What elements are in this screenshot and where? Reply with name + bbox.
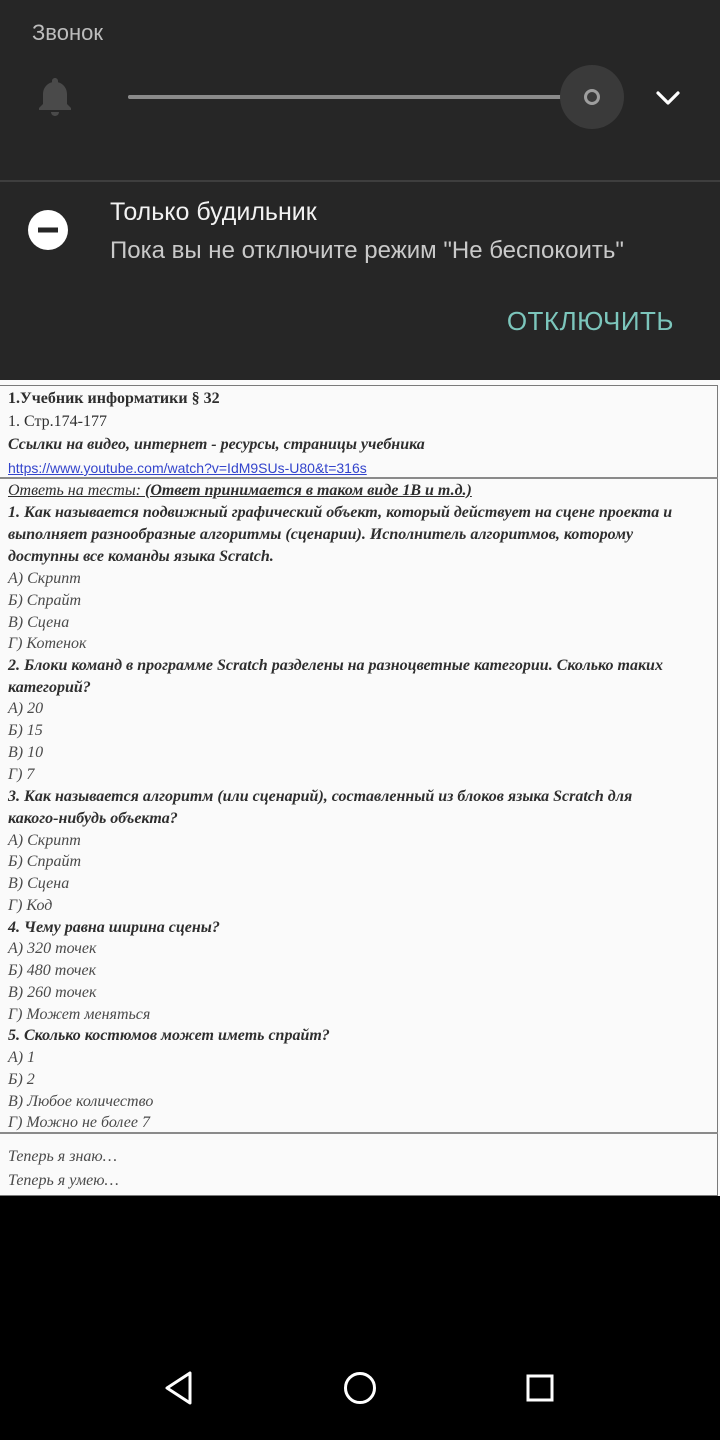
doc-pages: 1. Стр.174-177 <box>8 413 107 430</box>
doc-answer-option: Г) 7 <box>8 766 35 783</box>
doc-answer-option: Б) 15 <box>8 722 43 739</box>
doc-answer-option: Б) 480 точек <box>8 962 97 979</box>
doc-answer-option: В) Любое количество <box>8 1093 154 1110</box>
volume-slider-thumb[interactable] <box>584 89 600 105</box>
doc-answer-option: А) 20 <box>8 700 44 717</box>
navigation-bar <box>0 1196 720 1440</box>
doc-question: доступны все команды языка Scratch. <box>8 548 274 565</box>
home-icon[interactable] <box>336 1364 384 1412</box>
do-not-disturb-panel <box>0 182 720 380</box>
doc-answer-option: В) 260 точек <box>8 984 97 1001</box>
dnd-subtitle: Пока вы не отключите режим "Не беспокоить" <box>110 237 624 264</box>
doc-answer-option: Б) Спрайт <box>8 853 81 870</box>
chevron-down-icon[interactable] <box>652 84 684 112</box>
doc-question: 5. Сколько костюмов может иметь спрайт? <box>8 1027 330 1044</box>
doc-heading: 1.Учебник информатики § 32 <box>8 390 220 407</box>
volume-slider-fill <box>128 95 592 99</box>
do-not-disturb-icon <box>28 210 68 250</box>
doc-answer-option: А) Скрипт <box>8 570 81 587</box>
doc-question: 4. Чему равна ширина сцены? <box>8 919 220 936</box>
volume-stream-title: Звонок <box>32 20 103 45</box>
doc-answer-prompt-a: Ответь на тесты: <box>8 482 141 499</box>
doc-answer-option: Г) Котенок <box>8 635 87 652</box>
doc-question: категорий? <box>8 679 91 696</box>
doc-answer-option: Г) Код <box>8 897 53 914</box>
doc-question: 3. Как называется алгоритм (или сценарий), составленный из блоков языка Scratch для <box>8 788 633 805</box>
doc-answer-option: А) 320 точек <box>8 940 97 957</box>
doc-footer-know: Теперь я знаю… <box>8 1148 117 1165</box>
doc-answer-option: В) Сцена <box>8 875 70 892</box>
doc-video-link[interactable]: https://www.youtube.com/watch?v=IdM9SUs-U80&t=316s <box>8 460 367 476</box>
document-image <box>0 380 720 1196</box>
back-icon[interactable] <box>156 1364 204 1412</box>
bell-icon[interactable] <box>36 76 74 118</box>
doc-answer-option: А) 1 <box>8 1049 36 1066</box>
turn-off-button[interactable]: ОТКЛЮЧИТЬ <box>506 306 674 336</box>
doc-answer-option: В) Сцена <box>8 614 70 631</box>
doc-answer-option: А) Скрипт <box>8 832 81 849</box>
doc-question: какого-нибудь объекта? <box>8 810 178 827</box>
doc-answer-prompt <box>8 480 472 502</box>
volume-panel <box>0 0 720 180</box>
volume-slider-track[interactable] <box>128 95 592 99</box>
doc-answer-option: Б) Спрайт <box>8 592 81 609</box>
doc-question: 2. Блоки команд в программе Scratch разделены на разноцветные категории. Сколько таких <box>8 657 663 674</box>
doc-question: выполняет разнообразные алгоритмы (сценарии). Исполнитель алгоритмов, которому <box>8 526 634 543</box>
doc-answer-option: Г) Можно не более 7 <box>8 1114 151 1131</box>
doc-answer-option: В) 10 <box>8 744 44 761</box>
doc-answer-option: Г) Может меняться <box>8 1006 151 1023</box>
dnd-title: Только будильник <box>110 198 317 226</box>
doc-answer-option: Б) 2 <box>8 1071 35 1088</box>
doc-question: 1. Как называется подвижный графический объект, который действует на сцене проекта и <box>8 504 673 521</box>
doc-answer-prompt-b: (Ответ принимается в таком виде 1В и т.д.) <box>140 482 472 499</box>
recents-icon[interactable] <box>516 1364 564 1412</box>
doc-footer-can: Теперь я умею… <box>8 1172 119 1189</box>
doc-links-label: Ссылки на видео, интернет - ресурсы, страницы учебника <box>8 436 425 453</box>
